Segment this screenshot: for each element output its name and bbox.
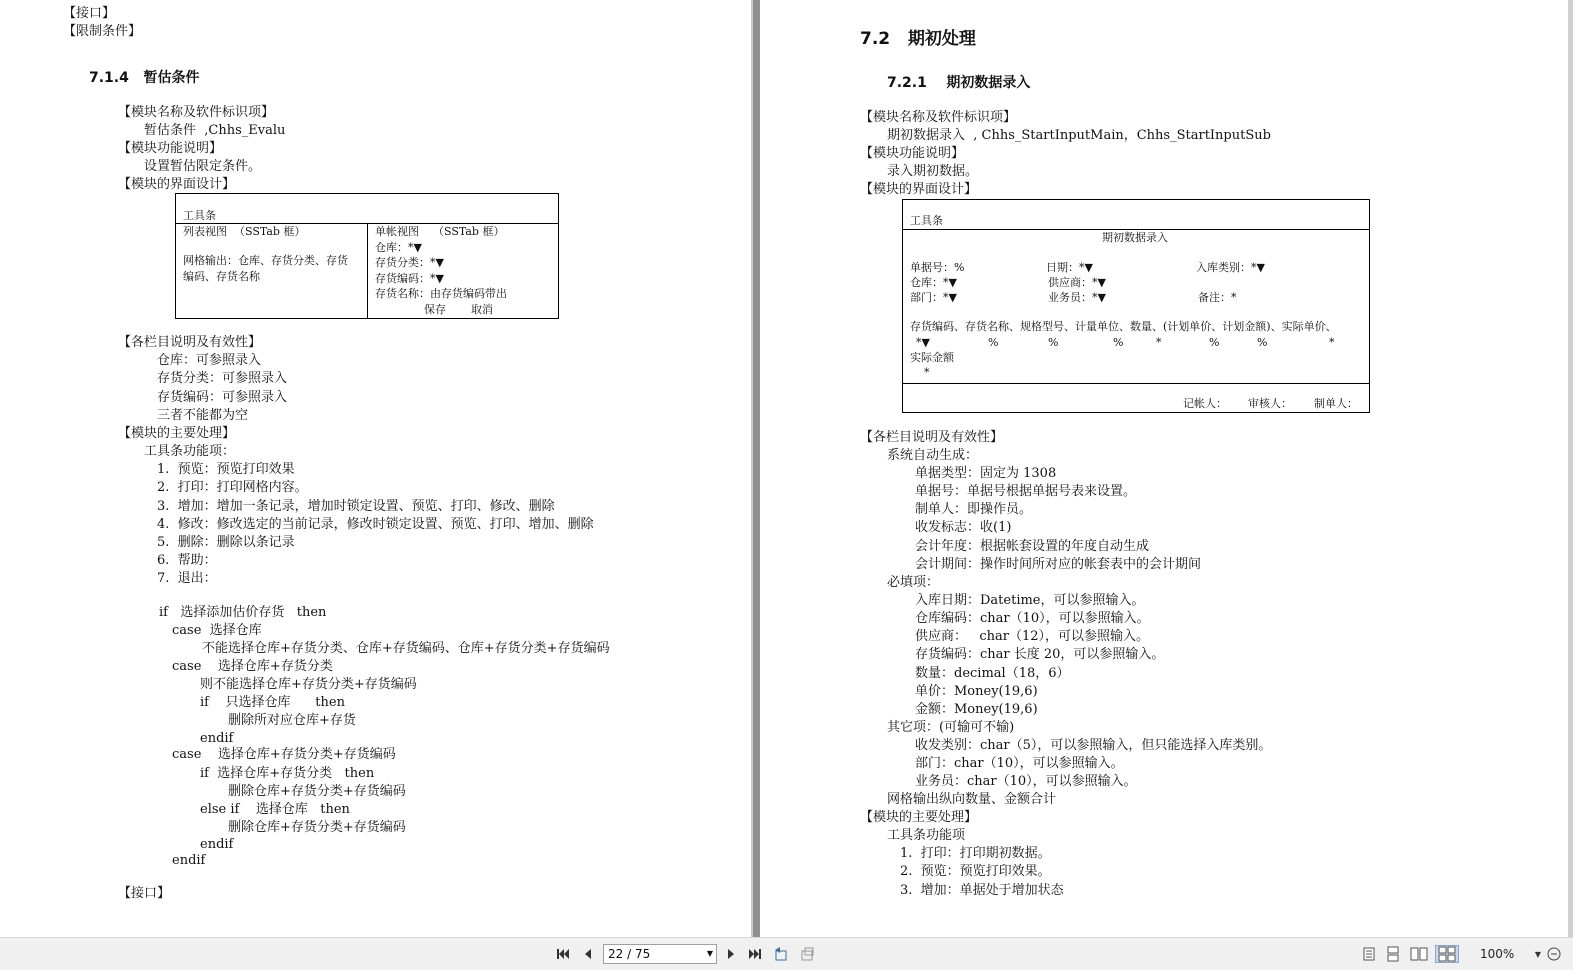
code-line: endif [200, 837, 234, 852]
field-item: 单价：Money(19,6) [915, 684, 1038, 699]
module-function: 录入期初数据。 [887, 164, 979, 179]
field-item: 存货分类：可参照录入 [157, 371, 288, 386]
warehouse-field: 仓库：*▼ [375, 241, 422, 254]
code-line: if 只选择仓库 then [200, 695, 345, 710]
code-line: 则不能选择仓库+存货分类+存货编码 [200, 677, 417, 692]
module-function-heading: 【模块功能说明】 [860, 146, 965, 161]
zoom-out-button[interactable] [1546, 945, 1562, 963]
vertical-scrollbar[interactable] [1568, 0, 1573, 937]
field-item: 单据类型：固定为 1308 [915, 466, 1057, 481]
toolbar-functions-label: 工具条功能项 [887, 828, 966, 843]
field-item: 数量：decimal（18，6） [915, 666, 1070, 681]
module-name: 期初数据录入 , Chhs_StartInputMain，Chhs_StartInputSub [887, 128, 1271, 143]
save-label: 保存 [424, 303, 446, 316]
grid-output-label: 编码、存货名称 [183, 270, 260, 283]
module-function: 设置暂估限定条件。 [144, 159, 262, 174]
single-page-view-button[interactable] [1361, 945, 1377, 963]
page-number-input[interactable] [603, 944, 717, 964]
column-mark: % [1113, 336, 1124, 349]
last-page-icon [748, 947, 762, 961]
column-mark: % [1209, 336, 1220, 349]
field-item: 会计期间：操作时间所对应的帐套表中的会计期间 [915, 557, 1202, 572]
function-item: 3. 增加：增加一条记录，增加时锁定设置、预览、打印、修改、删除 [157, 499, 555, 514]
function-item: 2. 打印：打印网格内容。 [157, 480, 308, 495]
last-page-button[interactable] [746, 945, 764, 963]
continuous-view-button[interactable] [1385, 945, 1401, 963]
previous-page-button[interactable] [580, 945, 596, 963]
facing-view-button[interactable] [1409, 945, 1429, 963]
grid-output-label: 网格输出：仓库、存货分类、存货 [183, 254, 348, 267]
divider [367, 223, 368, 319]
actual-amount-label: 实际金额 [910, 351, 954, 364]
column-mark: % [988, 336, 999, 349]
auto-generated-label: 系统自动生成： [887, 448, 979, 463]
single-page-icon [1363, 947, 1375, 961]
cancel-label: 取消 [471, 303, 493, 316]
code-line: 删除仓库+存货分类+存货编码 [228, 784, 406, 799]
code-line: endif [200, 731, 234, 746]
grid-note: 网格输出纵向数量、金额合计 [887, 792, 1057, 807]
module-name: 暂估条件 ,Chhs_Evalu [144, 123, 286, 138]
warehouse-field: 仓库：*▼ [910, 276, 957, 289]
column-mark: * [1156, 336, 1162, 349]
function-item: 3. 增加：单据处于增加状态 [900, 883, 1064, 898]
other-label: 其它项：(可输可不输) [887, 720, 1015, 735]
field-item: 部门：char（10），可以参照输入。 [915, 756, 1124, 771]
interface-heading: 【接口】 [63, 6, 116, 21]
field-item: 业务员：char（10），可以参照输入。 [915, 774, 1137, 789]
previous-page-icon [582, 947, 594, 961]
function-item: 7. 退出： [157, 571, 217, 586]
column-mark: % [1048, 336, 1059, 349]
zoom-dropdown-icon[interactable]: ▼ [1534, 949, 1542, 959]
main-processing-heading: 【模块的主要处理】 [118, 426, 236, 441]
function-item: 1. 打印：打印期初数据。 [900, 846, 1051, 861]
module-name-heading: 【模块名称及软件标识项】 [860, 110, 1017, 125]
first-page-icon [556, 947, 570, 961]
required-label: 必填项： [887, 575, 940, 590]
field-item: 存货编码：char 长度 20，可以参照输入。 [915, 647, 1165, 662]
remark-field: 备注：* [1198, 291, 1237, 304]
field-item: 收发类别：char（5），可以参照输入，但只能选择入库类别。 [915, 738, 1272, 753]
column-mark: % [1257, 336, 1268, 349]
column-mark: * [1329, 336, 1335, 349]
field-item: 收发标志：收(1) [915, 520, 1012, 535]
zoom-out-icon [1547, 947, 1561, 961]
code-line: case 选择仓库+存货分类+存货编码 [172, 747, 396, 762]
code-line: case 选择仓库+存货分类 [172, 659, 333, 674]
first-page-button[interactable] [554, 945, 572, 963]
dropdown-arrow-icon: ▼ [706, 949, 713, 958]
code-line: 删除所对应仓库+存货 [228, 713, 356, 728]
function-item: 6. 帮助： [157, 553, 217, 568]
ui-design-heading: 【模块的界面设计】 [118, 177, 236, 192]
chapter-title: 7.2 期初处理 [860, 29, 976, 49]
dept-field: 部门：*▼ [910, 291, 957, 304]
toolbar-functions-label: 工具条功能项： [144, 444, 236, 459]
name-field: 存货名称：由存货编码带出 [375, 287, 507, 300]
go-back-button[interactable] [772, 945, 790, 963]
document-page-right [760, 0, 1568, 937]
code-line: 删除仓库+存货分类+存货编码 [228, 820, 406, 835]
field-item: 单据号：单据号根据单据号表来设置。 [915, 484, 1137, 499]
field-item: 存货编码：可参照录入 [157, 390, 288, 405]
code-line: 不能选择仓库+存货分类、仓库+存货编码、仓库+存货分类+存货编码 [202, 641, 610, 656]
code-field: 存货编码：*▼ [375, 272, 444, 285]
zoom-level[interactable]: 100% [1480, 947, 1515, 961]
code-line: else if 选择仓库 then [200, 802, 350, 817]
date-field: 日期：*▼ [1046, 261, 1093, 274]
continuous-facing-icon [1438, 946, 1456, 962]
supplier-field: 供应商：*▼ [1048, 276, 1106, 289]
function-item: 4. 修改：修改选定的当前记录，修改时锁定设置、预览、打印、增加、删除 [157, 517, 594, 532]
field-item: 金额：Money(19,6) [915, 702, 1038, 717]
in-type-field: 入库类别：*▼ [1196, 261, 1265, 274]
divider [902, 383, 1370, 384]
maker-label: 制单人： [1314, 397, 1358, 410]
field-item: 入库日期：Datetime，可以参照输入。 [915, 593, 1145, 608]
field-item: 仓库编码：char（10），可以参照输入。 [915, 611, 1150, 626]
main-processing-heading: 【模块的主要处理】 [860, 810, 978, 825]
next-page-button[interactable] [723, 945, 739, 963]
module-function-heading: 【模块功能说明】 [118, 141, 223, 156]
go-forward-icon [799, 946, 815, 962]
field-description-heading: 【各栏目说明及有效性】 [118, 335, 262, 350]
function-item: 5. 删除：删除以条记录 [157, 535, 295, 550]
field-item: 会计年度：根据帐套设置的年度自动生成 [915, 539, 1150, 554]
list-view-label: 列表视图 （SSTab 框） [183, 225, 306, 238]
field-description-heading: 【各栏目说明及有效性】 [860, 430, 1004, 445]
form-title: 期初数据录入 [1102, 231, 1168, 244]
page-indicator: 22 / 75 [608, 947, 651, 961]
code-line: case 选择仓库 [172, 623, 262, 638]
interface-heading: 【接口】 [118, 886, 171, 901]
code-line: endif [172, 853, 206, 868]
function-item: 2. 预览：预览打印效果。 [900, 864, 1051, 879]
code-line: if 选择添加估价存货 then [159, 605, 327, 620]
document-page-left [0, 0, 751, 937]
next-page-icon [725, 947, 737, 961]
go-forward-button[interactable] [798, 945, 816, 963]
continuous-facing-view-button[interactable] [1435, 945, 1459, 963]
field-item: 三者不能都为空 [157, 408, 249, 423]
staff-field: 业务员：*▼ [1048, 291, 1106, 304]
category-field: 存货分类：*▼ [375, 256, 444, 269]
card-view-label: 单帐视图 （SSTab 框） [375, 225, 505, 238]
field-item: 供应商： char（12），可以参照输入。 [915, 629, 1150, 644]
toolbar-label: 工具条 [183, 209, 216, 222]
constraints-heading: 【限制条件】 [63, 24, 142, 39]
continuous-page-icon [1387, 946, 1399, 962]
bookkeeper-label: 记帐人： [1183, 397, 1227, 410]
divider [902, 229, 1370, 230]
function-item: 1. 预览：预览打印效果 [157, 462, 295, 477]
code-line: if 选择仓库+存货分类 then [200, 766, 375, 781]
toolbar-label: 工具条 [910, 214, 943, 227]
field-item: 制单人：即操作员。 [915, 502, 1033, 517]
column-mark: *▼ [916, 336, 930, 349]
field-item: 仓库：可参照录入 [157, 353, 262, 368]
ui-design-heading: 【模块的界面设计】 [860, 182, 978, 197]
go-back-icon [773, 946, 789, 962]
module-name-heading: 【模块名称及软件标识项】 [118, 105, 275, 120]
doc-no-field: 单据号：% [910, 261, 965, 274]
viewer-toolbar [0, 937, 1573, 970]
auditor-label: 审核人： [1248, 397, 1292, 410]
page-gutter [751, 0, 760, 937]
section-title: 7.2.1 期初数据录入 [887, 75, 1031, 91]
facing-page-icon [1410, 947, 1428, 961]
section-title: 7.1.4 暂估条件 [89, 70, 200, 86]
column-mark: * [924, 366, 930, 379]
grid-columns-label: 存货编码、存货名称、规格型号、计量单位、数量、(计划单价、计划金额)、实际单价、 [910, 320, 1337, 333]
